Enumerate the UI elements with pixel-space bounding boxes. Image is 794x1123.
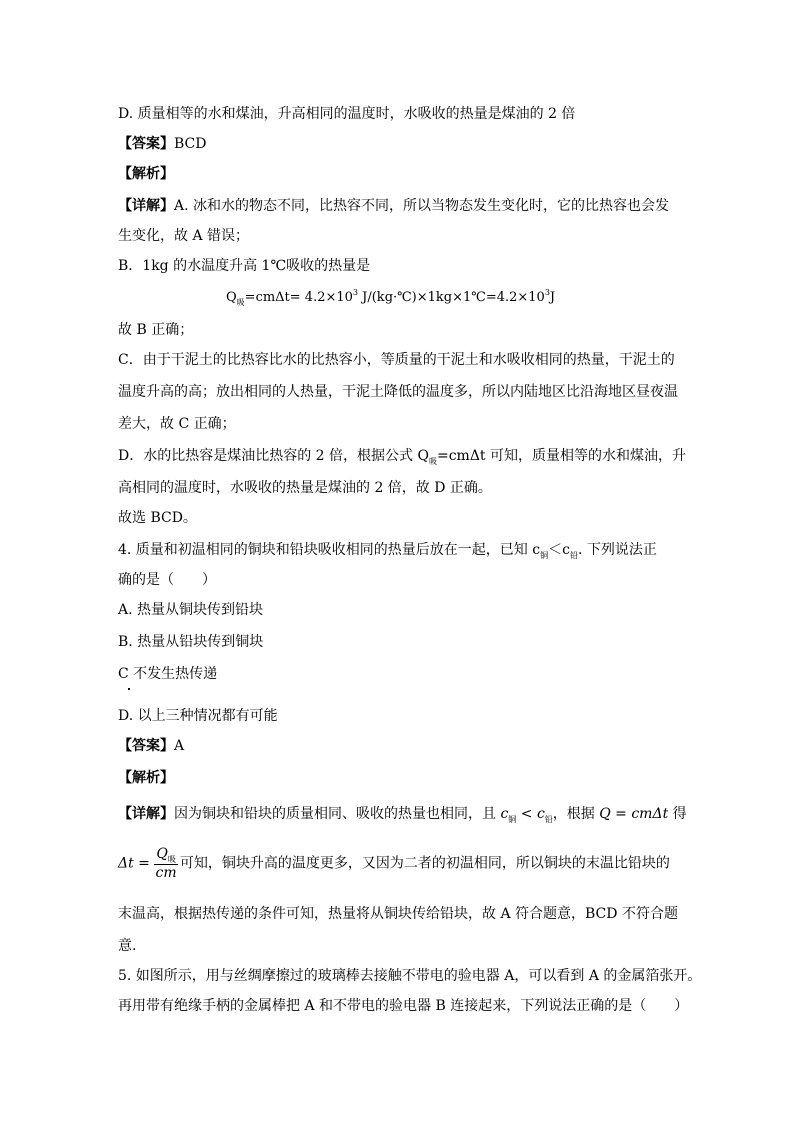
q3-detail-b-line1: B．1kg 的水温度升高 1℃吸收的热量是	[118, 258, 371, 274]
q3-detail-b-line2: 故 B 正确；	[118, 322, 194, 338]
q4-detail-line2: Δt = $\frac{Q_吸}{cm}$ 可知，铜块升高的温度更多，又因为二者的初温相同，所以铜块的末温比铅块的	[118, 846, 670, 881]
q4-option-b: B. 热量从铅块传到铜块	[118, 634, 264, 650]
q3-formula: $Q_吸=cm\Delta t= 4.2\times 10^3$ $J/(kg\cdot℃)\times 1kg\times 1℃=4.2\times 10^3J$	[226, 288, 556, 307]
q3-detail-c-line2: 温度升高的高；放出相同的人热量，干泥土降低的温度多，所以内陆地区比沿海地区昼夜温	[118, 384, 678, 400]
q4-analysis-label: 【解析】	[118, 770, 174, 786]
q3-detail-c-line1: C．由于干泥土的比热容比水的比热容小，等质量的干泥土和水吸收相同的热量，干泥土的	[118, 352, 675, 368]
q3-conclusion: 故选 BCD。	[118, 510, 197, 526]
q4-detail-line4: 意.	[118, 938, 137, 954]
detail-label: 【详解】	[118, 806, 174, 822]
answer-label: 【答案】	[118, 738, 174, 754]
q4-detail-line1: 【详解】因为铜块和铅块的质量相同、吸收的热量也相同，且 $c_铜 < c_铅$，根据 Q = cmΔt 得	[118, 806, 687, 824]
q4-option-d: D. 以上三种情况都有可能	[118, 708, 278, 724]
delta-t: Δt =	[118, 855, 150, 872]
q5-stem-line2: 再用带有绝缘手柄的金属棒把 A 和不带电的验电器 B 连接起来，下列说法正确的是（ ）	[118, 998, 689, 1014]
answer-value: BCD	[174, 136, 207, 152]
q4-stem-line1: 4. 质量和初温相同的铜块和铅块吸收相同的热量后放在一起，已知 $c_铜<c_铅$. 下列说法正	[118, 542, 657, 560]
q3-detail-d-line2: 高相同的温度时，水吸收的热量是煤油的 2 倍，故 D 正确。	[118, 480, 492, 496]
delta-t-fraction: $\frac{Q_吸}{cm}$	[155, 846, 177, 881]
q3-detail-a-line1: 【详解】A. 冰和水的物态不同，比热容不同，所以当物态发生变化时，它的比热容也会发	[118, 198, 670, 214]
q5-stem-line1: 5. 如图所示，用与丝绸摩擦过的玻璃棒去接触不带电的验电器 A，可以看到 A 的金属箔张开。	[118, 968, 702, 984]
q4-stem-line2: 确的是（ ）	[118, 572, 216, 588]
q3-detail-a-line2: 生变化，故 A 错误；	[118, 228, 250, 244]
q3-detail-d-line1: D．水的比热容是煤油比热容的 2 倍，根据公式 $Q_吸=cm\Delta t$ 可知，质量相等的水和煤油，升	[118, 448, 687, 466]
stray-dot	[128, 688, 130, 690]
q3-option-d: D. 质量相等的水和煤油，升高相同的温度时，水吸收的热量是煤油的 2 倍	[118, 106, 576, 122]
detail-label: 【详解】	[118, 198, 174, 214]
q3-analysis-label: 【解析】	[118, 166, 174, 182]
q4-option-a: A. 热量从铜块传到铅块	[118, 602, 264, 618]
q3-detail-c-line3: 差大，故 C 正确；	[118, 416, 236, 432]
q4-option-c: C 不发生热传递	[118, 666, 218, 682]
answer-label: 【答案】	[118, 136, 174, 152]
heat-formula: Q = cmΔt	[599, 806, 669, 822]
q4-answer	[118, 736, 184, 756]
answer-value: A	[174, 738, 185, 754]
q4-detail-line3: 末温高，根据热传递的条件可知，热量将从铜块传给铅块，故 A 符合题意，BCD 不符合题	[118, 906, 678, 922]
q3-answer	[118, 134, 206, 154]
